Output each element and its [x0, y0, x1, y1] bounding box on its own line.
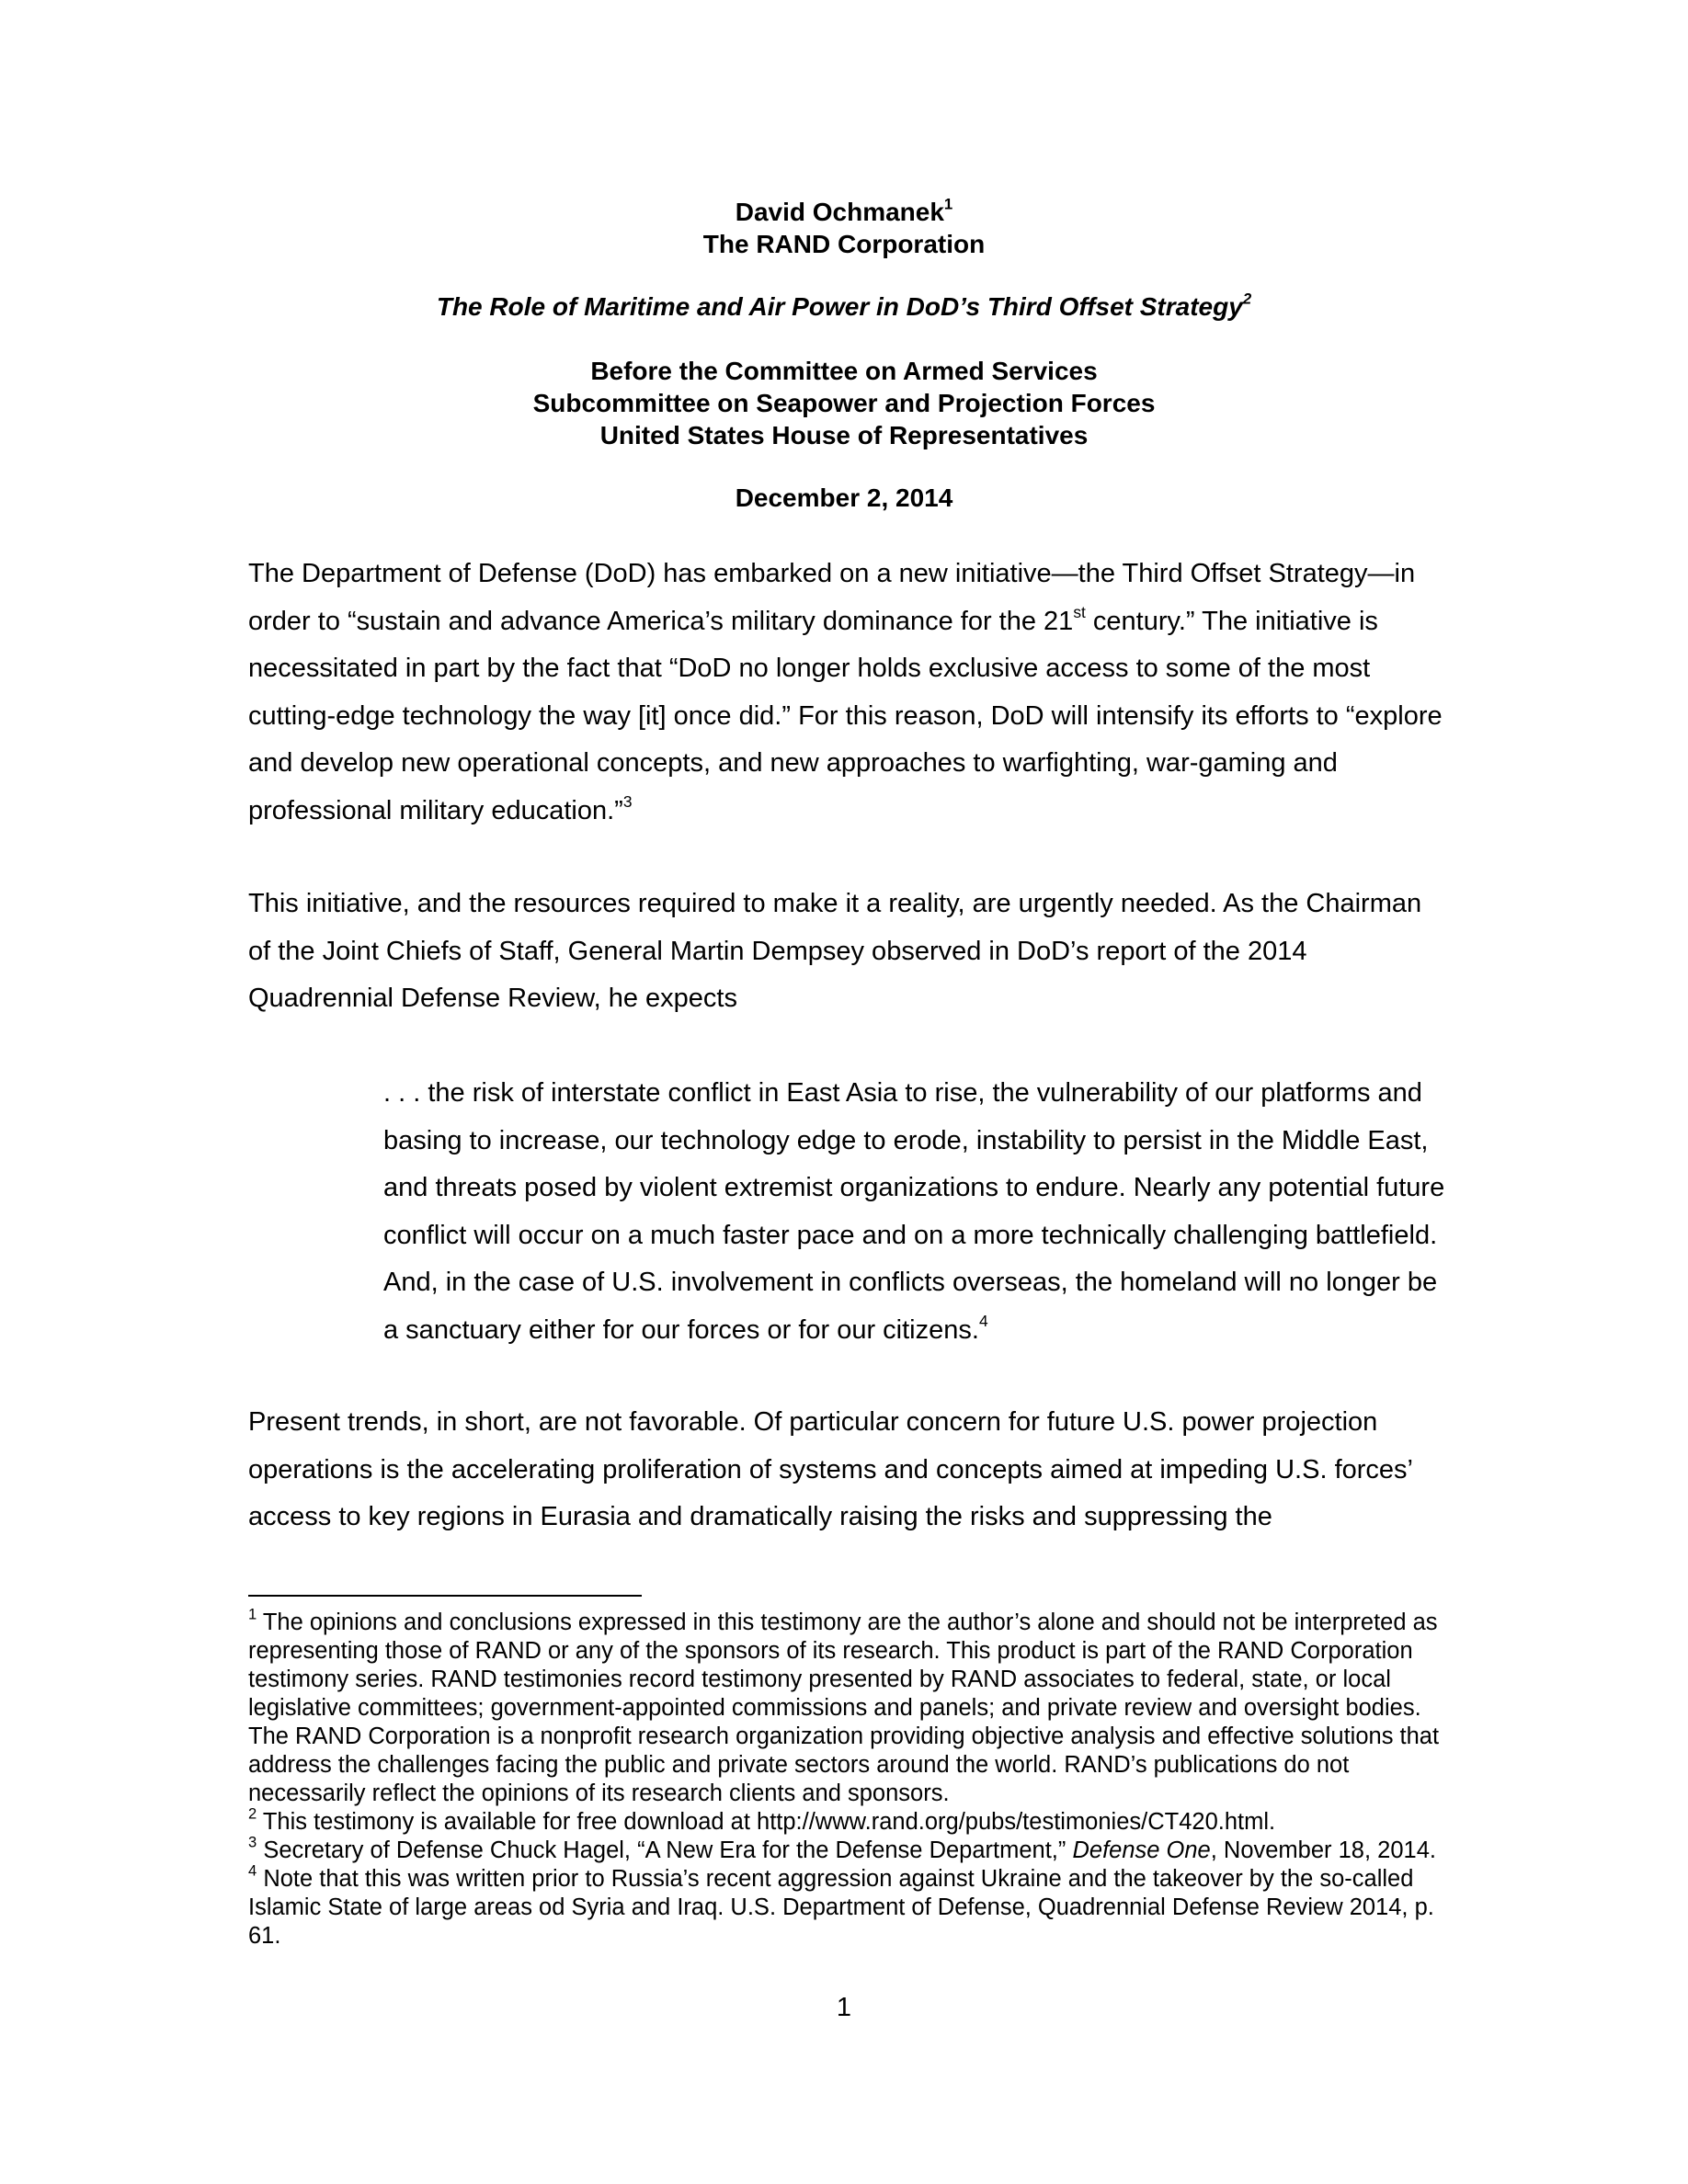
committee-line-2: Subcommittee on Seapower and Projection Forces [532, 389, 1156, 417]
page-number: 1 [836, 1993, 852, 2022]
testimony-title: The Role of Maritime and Air Power in DoD’s Third Offset Strategy$^2$ [436, 290, 1252, 321]
footnote-ref-1: 1 [943, 195, 953, 213]
header-committee-block [0, 355, 1688, 451]
footnote-2: $^2$ This testimony is available for free download at http://www.rand.org/pubs/testimonies/CT420.html. [248, 1804, 1276, 1835]
header-author-block [0, 196, 1688, 260]
author-name: David Ochmanek$^1$ [735, 195, 953, 226]
testimony-date: December 2, 2014 [735, 483, 953, 512]
block-quote: . . . the risk of interstate conflict in East Asia to rise, the vulnerability of our platforms and basing to increase, our technology edge to erode, instability to persist in the Middle East, and threats posed by violent extremist organizations to endure. Nearly any potential future conflict will occur on a much faster pace and on a more technically challenging battlefield. And, in the case of U.S. involvement in conflicts overseas, the homeland will no longer be a sanctuary either for our forces or for our citizens.$^4$ [383, 1078, 1445, 1345]
footnote-4: $^4$ Note that this was written prior to Russia’s recent aggression against Ukraine and the takeover by the so-called Islamic State of large areas od Syria and Iraq. U.S. Department of Defense, Quadrennial Defense Review 2014, p. 61. [248, 1861, 1434, 1949]
body-paragraph-1: The Department of Defense (DoD) has embarked on a new initiative—the Third Offset Strategy—in order to “sustain and advance America’s military dominance for the 21st century.” The initiative is necessitated in part by the fact that “DoD no longer holds exclusive access to some of the most cutting-edge technology the way [it] once did.” For this reason, DoD will intensify its efforts to “explore and develop new operational concepts, and new approaches to warfighting, war-gaming and professional military education.”$^3$ [248, 559, 1443, 825]
committee-line-3: United States House of Representatives [599, 421, 1089, 449]
footnote-ref-3: 3 [622, 791, 633, 811]
footnotes [248, 1605, 1453, 1951]
superscript-st: st [1073, 602, 1086, 621]
body-paragraph-3: Present trends, in short, are not favorable. Of particular concern for future U.S. power projection operations is the accelerating proliferation of systems and concepts aimed at impeding U.S. forces’ access to key regions in Eurasia and dramatically raising the risks and suppressing the [248, 1407, 1412, 1532]
header-title-block [0, 290, 1688, 323]
footnote-3: $^3$ Secretary of Defense Chuck Hagel, “A New Era for the Defense Department,” Defense One, November 18, 2014. [248, 1833, 1436, 1863]
body-paragraph-2: This initiative, and the resources required to make it a reality, are urgently needed. As the Chairman of the Joint Chiefs of Staff, General Martin Dempsey observed in DoD’s report of the 2014 Quadrennial Defense Review, he expects [248, 889, 1422, 1014]
footnote-ref-4: 4 [978, 1311, 988, 1330]
footnote-1: $^1$ The opinions and conclusions expressed in this testimony are the author’s alone and should not be interpreted as representing those of RAND or any of the sponsors of its research. This product is part of the RAND Corporation testimony series. RAND testimonies record testimony presented by RAND associates to federal, state, or local legislative committees; government-appointed commissions and panels; and private review and oversight bodies. The RAND Corporation is a nonprofit research organization providing objective analysis and effective solutions that address the challenges facing the public and private sectors around the world. RAND’s publications do not necessarily reflect the opinions of its research clients and sponsors. [248, 1605, 1440, 1806]
footnote-ref-2: 2 [1242, 290, 1252, 308]
footnote-separator [248, 1595, 642, 1597]
committee-line-1: Before the Committee on Armed Services [590, 357, 1098, 385]
header-date-block [0, 482, 1688, 514]
organization-name: The RAND Corporation [702, 230, 986, 258]
